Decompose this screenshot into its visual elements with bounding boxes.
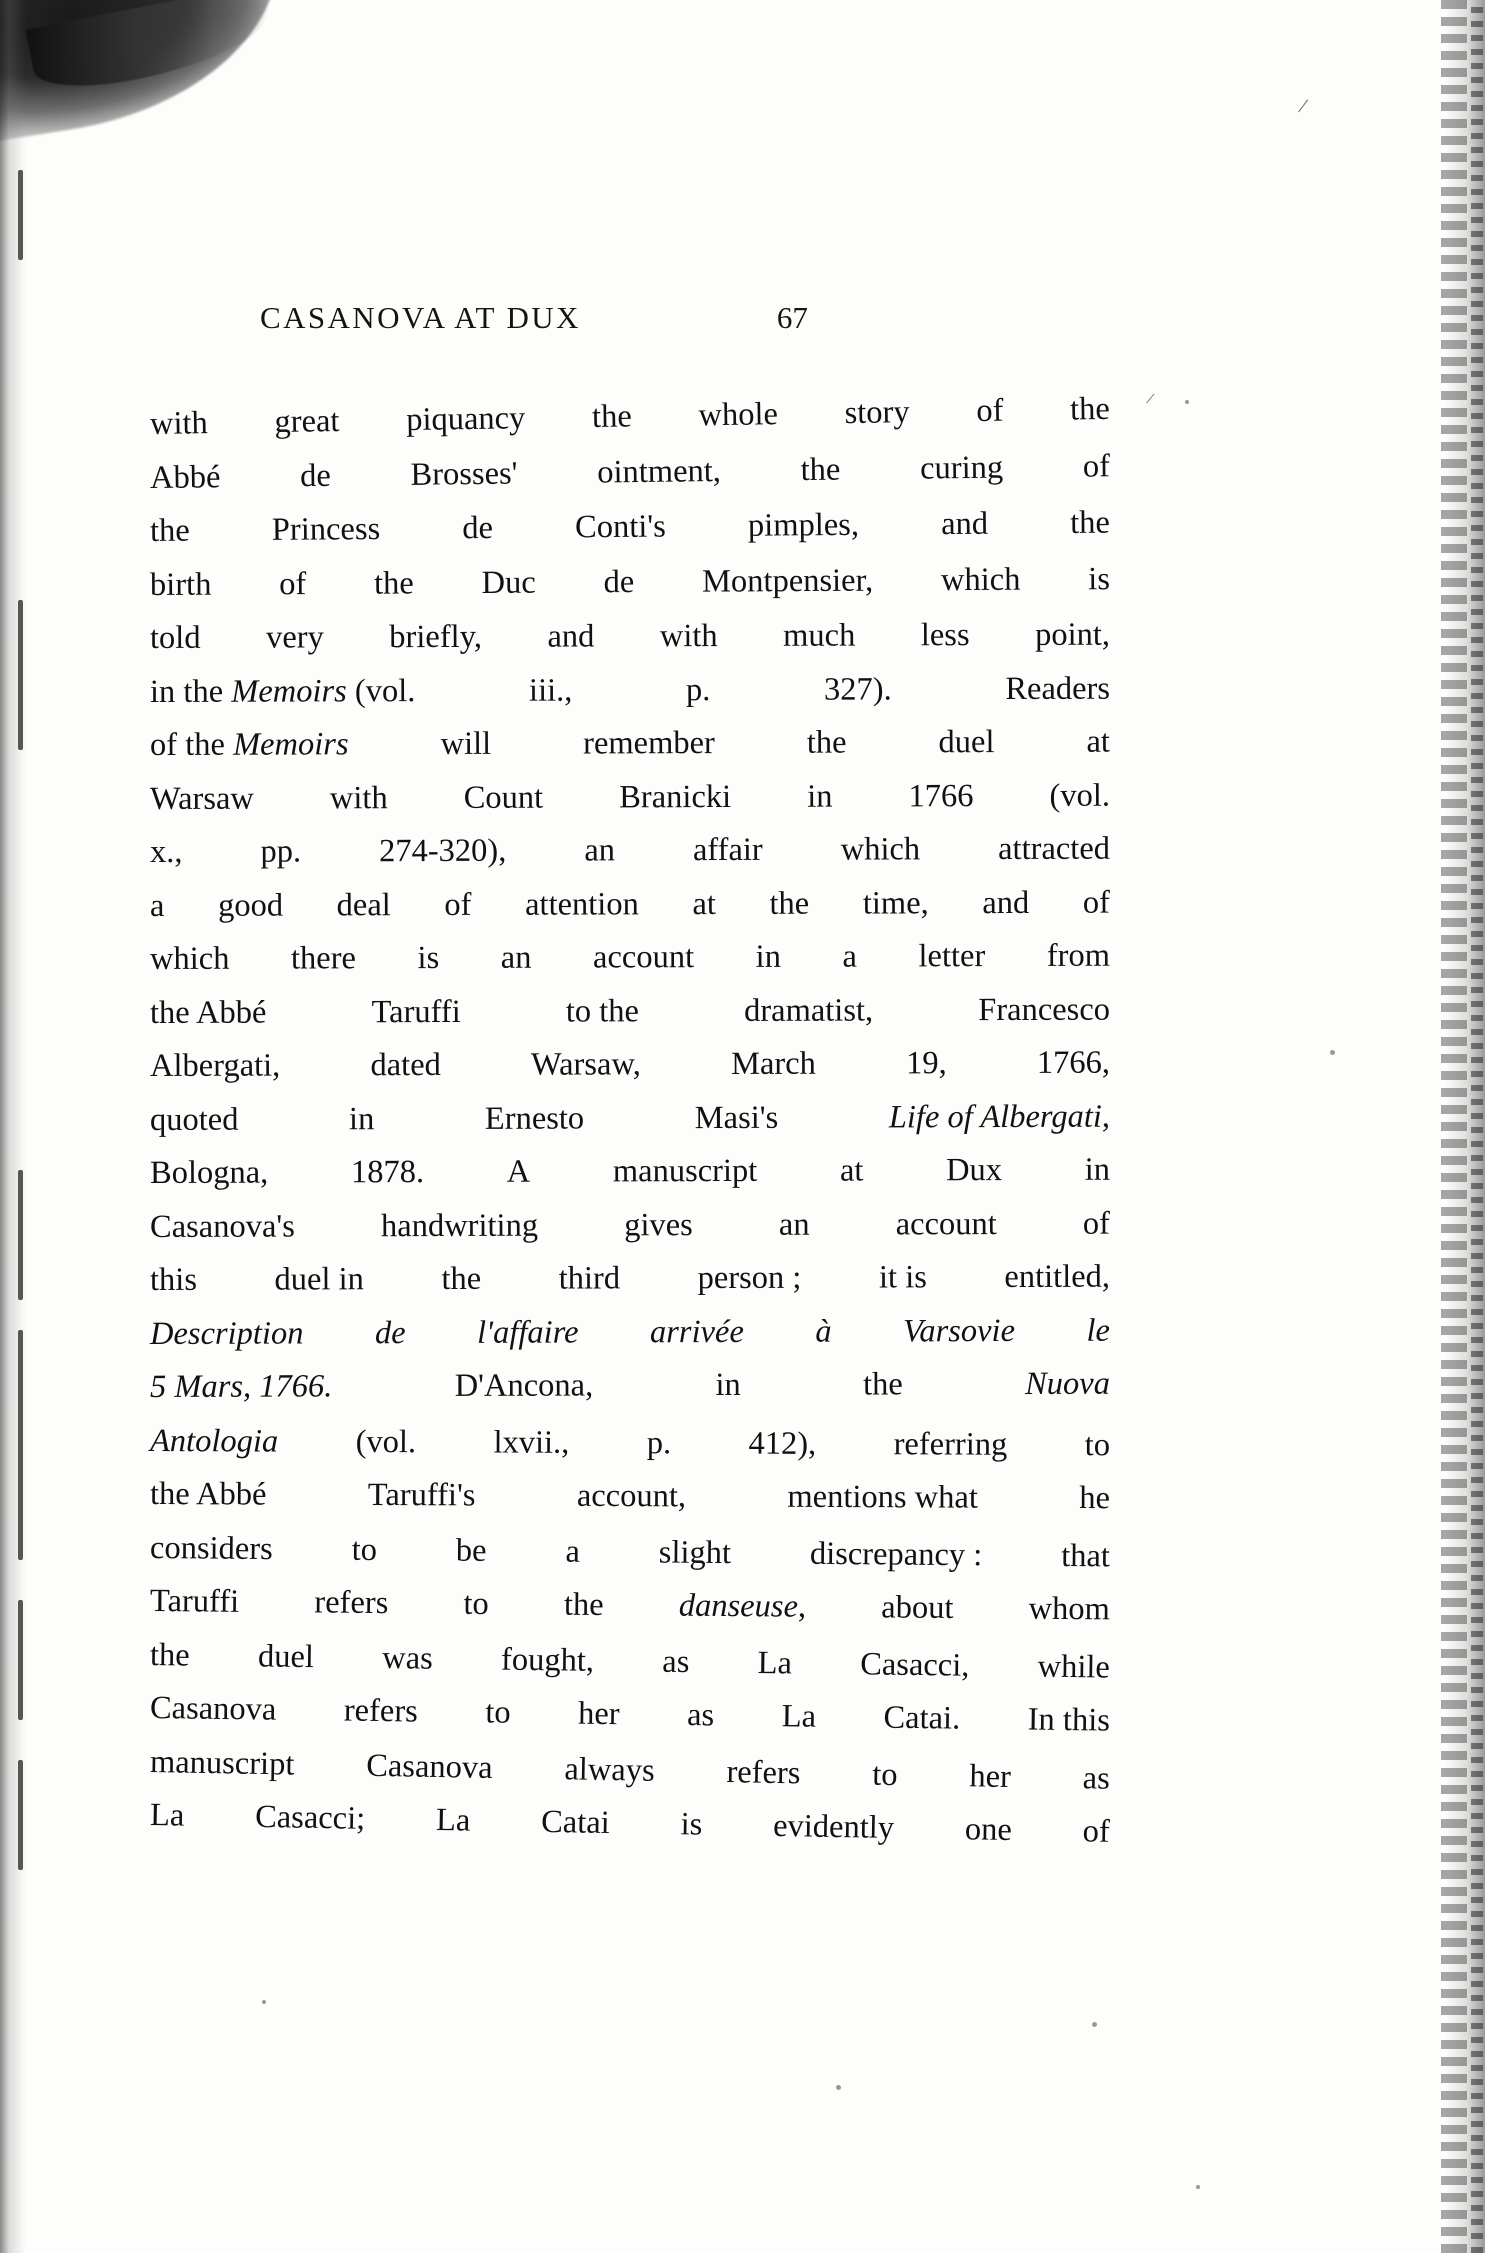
text-line: 5 Mars, 1766. D'Ancona, in the Nuova (149, 1365, 1111, 1405)
text-line: birth of the Duc de Montpensier, which is (149, 560, 1111, 603)
text-line: the Abbé Taruffi to the dramatist, Francesco (149, 991, 1111, 1031)
paragraph (149, 390, 1111, 1850)
text-line: this duel in the third person ; it is entitled, (149, 1258, 1111, 1298)
text-line: the Abbé Taruffi's account, mentions what he (149, 1476, 1111, 1517)
text-line: the Princess de Conti's pimples, and the (149, 504, 1111, 549)
speck (262, 2000, 266, 2004)
text-line: which there is an account in a letter from (149, 937, 1111, 977)
text-line: considers to be a slight discrepancy : that (149, 1529, 1111, 1574)
text-line: Albergati, dated Warsaw, March 19, 1766, (149, 1044, 1111, 1084)
speck (836, 2085, 841, 2090)
text-line: manuscript Casanova always refers to her as (149, 1743, 1111, 1797)
text-line: the duel was fought, as La Casacci, while (149, 1636, 1111, 1686)
text-line: Casanova's handwriting gives an account of (149, 1205, 1111, 1245)
right-edge-texture (1441, 0, 1467, 2253)
text-line: with great piquancy the whole story of the (149, 390, 1111, 442)
page-header (150, 300, 1110, 336)
right-edge-texture-outer (1471, 0, 1483, 2253)
text-line: Abbé de Brosses' ointment, the curing of (149, 447, 1111, 496)
text-line: Description de l'affaire arrivée à Varsovie le (149, 1312, 1110, 1352)
speck (1092, 2022, 1097, 2027)
text-line: Taruffi refers to the danseuse, about whom (149, 1583, 1111, 1628)
text-line: quoted in Ernesto Masi's Life of Albergati, (149, 1098, 1111, 1138)
text-line: a good deal of attention at the time, and of (149, 884, 1111, 924)
stray-mark-mid-right: / (1144, 388, 1156, 409)
text-line: of the Memoirs will remember the duel at (149, 723, 1111, 763)
running-head: CASANOVA AT DUX (260, 300, 581, 335)
text-line: told very briefly, and with much less point, (149, 616, 1111, 656)
text-line: Bologna, 1878. A manuscript at Dux in (149, 1151, 1111, 1191)
speck (1196, 2185, 1200, 2189)
page-content (149, 300, 1111, 1850)
text-line: in the Memoirs (vol. iii., p. 327). Readers (149, 670, 1111, 710)
text-line: Warsaw with Count Branicki in 1766 (vol. (149, 777, 1111, 817)
text-line: Casanova refers to her as La Catai. In this (149, 1690, 1111, 1739)
left-margin-specks (18, 0, 32, 2253)
text-line: Antologia (vol. lxvii., p. 412), referring to (149, 1422, 1111, 1463)
text-line: La Casacci; La Catai is evidently one of (149, 1797, 1111, 1850)
page-number: 67 (776, 300, 808, 335)
speck (1330, 1050, 1335, 1055)
stray-mark-upper-right: / (1296, 92, 1310, 119)
text-line: x., pp. 274-320), an affair which attracted (149, 830, 1111, 870)
speck (1185, 400, 1189, 404)
body-text (149, 390, 1111, 1850)
